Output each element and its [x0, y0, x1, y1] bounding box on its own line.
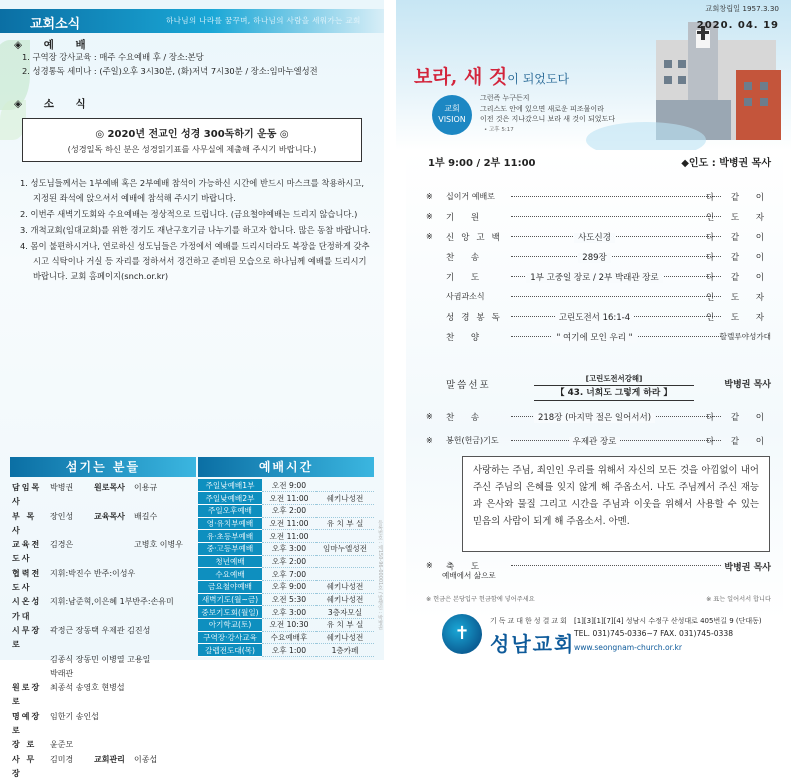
server-row — [12, 667, 196, 681]
server-row — [12, 481, 196, 510]
service-time-row — [198, 606, 374, 619]
service-hour: 오후 2:00 — [262, 555, 316, 568]
order-leader: 다 같 이 — [705, 273, 771, 283]
phone-fax: TEL. 031)745-0336~7 FAX. 031)745-0338 — [574, 629, 734, 638]
servers-list — [12, 481, 196, 781]
order-item: 사귐과소식 — [446, 292, 485, 301]
server-row — [12, 681, 196, 710]
prayer-box: 사랑하는 주님, 죄인인 우리를 위해서 자신의 모든 것을 아낌없이 내어주신 주님의 은혜를 잊지 않게 해 주옵소서. 나도 주님께서 주신 재능과 은사와 물질 그리고 시간을 주님과 이웃을 위해서 사용할 수 있는 믿음의 사람이 되게 해 주옵소서. 아멘. — [462, 456, 770, 552]
server-row — [12, 738, 196, 752]
order-item: 기 원 — [446, 213, 487, 223]
sermon-title-box — [534, 373, 694, 399]
service-name: 주일낮예배1부 — [198, 479, 262, 492]
stand-mark: ※ — [426, 212, 433, 221]
order-of-worship — [406, 150, 783, 620]
order-item: 찬 양 — [446, 333, 487, 343]
order-detail: " 여기에 모인 우리 " — [552, 333, 636, 343]
service-times-table — [198, 479, 374, 657]
server-row — [12, 538, 196, 567]
offering-note: ※ 헌금은 본당입구 헌금함에 넣어주세요 — [426, 596, 535, 603]
church-name: 성남교회 — [490, 632, 576, 656]
stand-mark: ※ — [426, 436, 433, 445]
server-names: 윤준모 — [50, 740, 74, 750]
order-row — [406, 328, 783, 348]
order-item: 말씀선포 — [446, 380, 491, 391]
service-time-row — [198, 479, 374, 492]
server-role — [94, 538, 134, 567]
service-hour: 오후 3:00 — [262, 542, 316, 555]
order-detail: 289장 — [578, 253, 610, 263]
vision-badge — [432, 95, 472, 135]
news-header — [0, 9, 384, 33]
service-name: 수요예배 — [198, 568, 262, 581]
service-hour: 오전 11:00 — [262, 530, 316, 543]
service-place — [316, 504, 374, 517]
server-role — [12, 653, 50, 667]
slogan-part-c: 이 되었도다 — [507, 72, 570, 86]
dotted-leader — [511, 296, 721, 297]
banner — [396, 0, 791, 150]
server-role: 원로목사 — [94, 483, 125, 492]
service-times-heading: 예배시간 — [198, 457, 374, 477]
service-time-row — [198, 504, 374, 517]
service-place: 유 치 부 실 — [316, 517, 374, 530]
notice-subtitle: (성경일독 하신 분은 성경읽기표를 사무실에 제출해 주시기 바랍니다.) — [67, 144, 317, 154]
news-slogan: 하나님의 나라를 꿈꾸며, 하나님의 사람을 세워가는 교회 — [166, 16, 361, 25]
service-place — [316, 568, 374, 581]
service-time-row — [198, 593, 374, 606]
order-row — [406, 228, 783, 248]
server-role: 교육전도사 — [12, 540, 42, 564]
stand-mark: ※ — [426, 412, 433, 421]
news-item: 2. 이번주 새벽기도회와 수요예배는 정상적으로 드립니다. (금요철야예배는 드리지 않습니다.) — [20, 209, 358, 219]
service-place: 1층카페 — [316, 644, 374, 657]
server-names: 최종석 송영호 현병섭 — [50, 683, 125, 693]
service-time-row — [198, 619, 374, 632]
dotted-leader — [511, 565, 721, 566]
service-name: 금요철야예배 — [198, 581, 262, 594]
service-time: 1부 9:00 / 2부 11:00 — [428, 158, 536, 169]
order-leader: 다 같 이 — [705, 233, 771, 243]
left-page — [0, 0, 384, 778]
service-place: 쉐키나성전 — [316, 593, 374, 606]
order-row — [406, 208, 783, 228]
order-leader: 다 같 이 — [705, 253, 771, 263]
server-role: 부 목 사 — [12, 511, 37, 535]
server-role: 협력전도사 — [12, 568, 42, 593]
news-title: 교회소식 — [30, 17, 81, 32]
news-list — [20, 176, 372, 285]
service-time-row — [198, 555, 374, 568]
vision-label: 교회 — [444, 104, 460, 113]
service-time-row — [198, 644, 374, 657]
right-page — [396, 0, 791, 660]
order-item: 찬 송 — [446, 253, 487, 263]
slogan-part-a: 보라 — [414, 66, 451, 88]
service-name: 주일오후예배 — [198, 504, 262, 517]
service-hour: 오전 5:30 — [262, 593, 316, 606]
sermon-title: 【 43. 너희도 그렇게 하라 】 — [534, 385, 694, 401]
order-row — [406, 248, 783, 268]
section-news: ◈ 소 식 — [14, 98, 95, 110]
vision-verse — [480, 93, 615, 125]
dotted-leader — [511, 216, 721, 217]
server-name: 이용규 — [134, 483, 158, 492]
order-leader: 할렐루야성가대 — [719, 332, 771, 341]
verse-line: 그런즉 누구든지 — [480, 94, 530, 102]
server-name: 장인성 — [50, 511, 74, 521]
service-place: 유 치 부 실 — [316, 619, 374, 632]
service-hour: 오후 1:00 — [262, 644, 316, 657]
server-row — [12, 624, 196, 653]
order-row — [406, 288, 783, 308]
order-item: 기 도 — [446, 273, 487, 283]
slogan-part-b: , 새 것 — [450, 66, 508, 88]
service-time-row — [198, 530, 374, 543]
church-footer — [406, 612, 783, 658]
server-names: 김종식 장동민 이병열 고용일 — [50, 654, 151, 664]
server-role: 장 로 — [12, 740, 37, 750]
order-detail: 사도신경 — [574, 233, 615, 243]
service-time-row — [198, 581, 374, 594]
preacher: ◆인도 : 박병권 목사 — [681, 158, 771, 169]
service-place: 3층자모실 — [316, 606, 374, 619]
service-place: 쉐키나성전 — [316, 492, 374, 505]
order-item: 성경봉독 — [446, 313, 507, 323]
server-row — [12, 653, 196, 667]
worship-item: 2. 성경통독 세미나 : (주일)오후 3시30분, (화)저녁 7시30분 / 장소:임마누엘성전 — [22, 66, 318, 76]
notice-title: ◎ 2020년 전교인 성경 300독하기 운동 ◎ — [95, 129, 289, 140]
issue-date: 2020. 04. 19 — [696, 20, 779, 31]
verse-reference: • 고후 5:17 — [484, 127, 514, 133]
service-name: 새벽기도(월~금) — [198, 593, 262, 606]
section-worship: ◈ 예 배 — [14, 39, 95, 51]
service-name: 주일낮예배2부 — [198, 492, 262, 505]
order-detail: 1부 고중일 장로 / 2부 박래관 장로 — [526, 273, 662, 283]
order-row — [406, 408, 783, 428]
stand-note: ※ 표는 일어서서 합니다 — [706, 596, 771, 603]
website-link[interactable]: www.seongnam-church.or.kr — [574, 643, 683, 652]
news-item: 1. 성도님들께서는 1부예배 혹은 2부예배 참석이 가능하신 시간에 반드시 마스크를 착용하시고, 지정된 좌석에 앉으셔서 예배에 참석해 주시기 바랍니다. — [20, 178, 365, 203]
verse-line: 이전 것은 지나갔으니 보라 새 것이 되었도다 — [480, 115, 616, 123]
server-role: 교회관리 — [94, 754, 125, 764]
order-item: 신앙고백 — [446, 233, 507, 243]
service-place — [316, 530, 374, 543]
server-names: 곽정근 장동택 우제관 김진성 — [50, 625, 151, 635]
service-place — [316, 479, 374, 492]
church-logo-icon: ✝ — [442, 614, 482, 654]
stand-mark: ※ — [426, 232, 433, 241]
service-name: 구역장·강사교육 — [198, 631, 262, 644]
address: [1][3][1][7][4] 성남시 수정구 산성대로 405번길 9 (단대동) — [574, 617, 762, 625]
publication-info: 등록번호 : 제150-96-00001호 / 발행인 : 박병권 — [377, 520, 383, 631]
service-hour: 오전 11:00 — [262, 517, 316, 530]
server-name: 김미경 — [50, 754, 74, 764]
order-detail: 218장 (마지막 절은 일어서서) — [534, 413, 655, 423]
founded-date: 교회창립일 1957.3.30 — [705, 4, 779, 13]
service-hour: 오전 10:30 — [262, 619, 316, 632]
service-place: 임마누엘성전 — [316, 542, 374, 555]
stand-mark: ※ — [426, 561, 433, 570]
server-role: 사 무 장 — [12, 754, 37, 778]
main-slogan — [414, 62, 569, 89]
server-name: 고병호 이병우 — [134, 540, 183, 550]
service-hour: 오후 9:00 — [262, 581, 316, 594]
server-row — [12, 567, 196, 596]
service-place: 쉐키나성전 — [316, 631, 374, 644]
order-leader: 박병권 목사 — [724, 380, 771, 390]
order-leader: 다 같 이 — [705, 193, 771, 203]
server-name: 김경은 — [50, 540, 74, 550]
service-hour: 오후 2:00 — [262, 504, 316, 517]
server-role: 시무장로 — [12, 625, 42, 650]
order-leader: 인 도 자 — [705, 213, 771, 223]
closing-phrase: 예배에서 삶으로 — [442, 571, 496, 580]
service-time-row — [198, 492, 374, 505]
service-name: 청년예배 — [198, 555, 262, 568]
server-role: 담임목사 — [12, 483, 42, 507]
service-place — [316, 555, 374, 568]
service-name: 아기학교(토) — [198, 619, 262, 632]
service-name: 갈렙전도대(목) — [198, 644, 262, 657]
server-names: 박래관 — [50, 668, 74, 678]
service-hour: 오전 9:00 — [262, 479, 316, 492]
news-item: 3. 개척교회(임대교회)를 위한 경기도 재난구호기금 나누기를 하고자 합니다. 많은 동참 바랍니다. — [20, 225, 371, 235]
order-row — [406, 308, 783, 328]
server-name: 이종섭 — [134, 754, 158, 764]
order-leader: 박병권 목사 — [724, 563, 771, 573]
server-name: 박병권 — [50, 483, 74, 492]
verse-line: 그리스도 안에 있으면 새로운 피조물이라 — [480, 104, 604, 113]
server-row — [12, 710, 196, 739]
order-detail: 우제관 장로 — [569, 437, 621, 447]
denomination: 기독교대한성결교회 — [490, 617, 569, 625]
service-hour: 오전 11:00 — [262, 492, 316, 505]
vision-label-en: VISION — [438, 115, 466, 124]
order-item: 찬 송 — [446, 413, 487, 423]
order-row — [406, 432, 783, 452]
server-names: 지휘:박진수 반주:이성우 — [50, 568, 136, 578]
order-item: 십이거 예배로 — [446, 192, 495, 201]
order-row — [406, 188, 783, 208]
stand-mark: ※ — [426, 192, 433, 201]
order-detail: 고린도전서 16:1-4 — [555, 313, 634, 323]
worship-item: 1. 구역장 강사교육 : 매주 수요예배 후 / 장소:본당 — [22, 52, 204, 62]
service-hour: 오후 7:00 — [262, 568, 316, 581]
order-item: 봉헌(헌금)기도 — [446, 436, 499, 445]
order-row — [406, 268, 783, 288]
order-item: 축 도 — [446, 562, 487, 572]
dotted-leader — [511, 196, 721, 197]
server-row — [12, 753, 196, 781]
service-name: 중·고등부예배 — [198, 542, 262, 555]
service-name: 영·유치부예배 — [198, 517, 262, 530]
service-name: 중보기도회(월일) — [198, 606, 262, 619]
service-time-row — [198, 631, 374, 644]
service-place: 쉐키나성전 — [316, 581, 374, 594]
order-leader: 다 같 이 — [705, 437, 771, 447]
server-names: 임한기 송인섭 — [50, 711, 99, 721]
server-role — [12, 667, 50, 681]
sermon-book: [고린도전서강해] — [585, 374, 643, 383]
service-time-row — [198, 517, 374, 530]
notice-box — [22, 118, 362, 162]
service-time-row — [198, 568, 374, 581]
service-hour: 오후 3:00 — [262, 606, 316, 619]
service-name: 유·초등부예배 — [198, 530, 262, 543]
server-names: 지휘:남준혁,이은혜 1부반주:손유미 — [50, 597, 174, 607]
server-role: 원로장로 — [12, 683, 42, 707]
worship-list — [22, 50, 377, 78]
server-name: 배길수 — [134, 511, 158, 521]
server-role: 명예장로 — [12, 711, 42, 736]
server-row — [12, 595, 196, 624]
servers-heading: 섬기는 분들 — [10, 457, 196, 477]
order-leader: 인 도 자 — [705, 293, 771, 303]
server-row — [12, 510, 196, 539]
service-hour: 수요예배후 — [262, 631, 316, 644]
order-leader: 인 도 자 — [705, 313, 771, 323]
server-role: 시온성가대 — [12, 597, 42, 621]
order-leader: 다 같 이 — [705, 413, 771, 423]
server-role: 교육목사 — [94, 511, 125, 521]
news-item: 4. 몸이 불편하시거나, 연로하신 성도님들은 가정에서 예배를 드리시더라도 복장을 단정하게 갖추시고 식탁이나 거실 등 자리를 정하셔서 경건하고 준비된 모습으로 하나님께 예배를 드리시기 바랍니다. 교회 홈페이지(snch.or.kr) — [20, 241, 370, 281]
service-time-row — [198, 542, 374, 555]
